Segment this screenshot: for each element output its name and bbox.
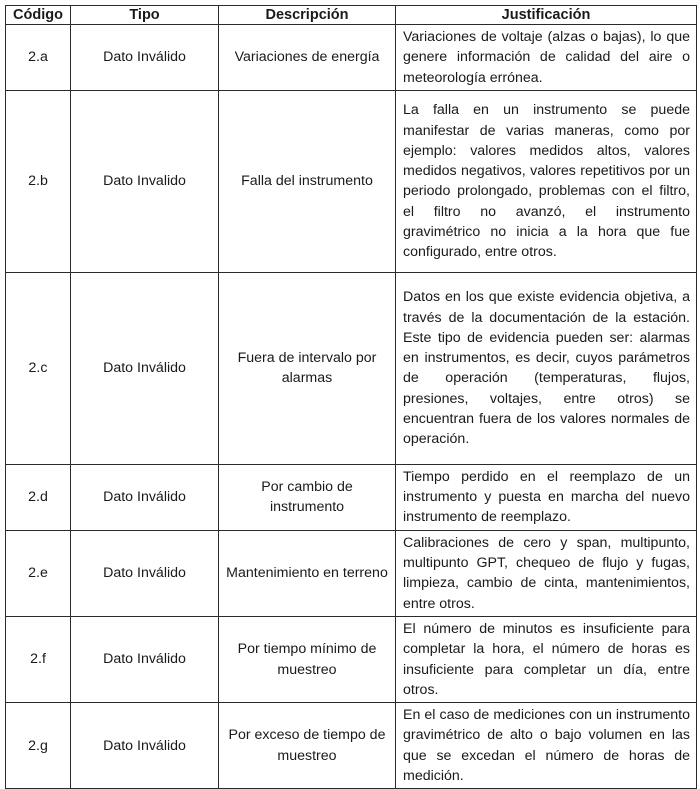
cell-descripcion: Por cambio de instrumento (219, 464, 396, 530)
cell-tipo: Dato Invalido (71, 90, 219, 272)
cell-justificacion: La falla en un instrumento se puede manifestar de varias maneras, como por ejemplo: valores medidos altos, valores medidos negativos, valores repetitivos por un periodo prolongado, problemas con el filtro, el filtro no avanzó, el instrumento gravimétrico no inicia a la hora que fue configurado, entre otros. (396, 90, 697, 272)
cell-codigo: 2.c (6, 272, 71, 464)
table-row (6, 703, 697, 789)
cell-tipo: Dato Inválido (71, 464, 219, 530)
cell-codigo: 2.d (6, 464, 71, 530)
cell-tipo: Dato Inválido (71, 272, 219, 464)
cell-codigo: 2.f (6, 616, 71, 702)
cell-justificacion: En el caso de mediciones con un instrumento gravimétrico de alto o bajo volumen en las que se excedan el número de horas de medición. (396, 703, 697, 789)
cell-codigo: 2.b (6, 90, 71, 272)
header-row (6, 6, 697, 25)
cell-tipo: Dato Inválido (71, 703, 219, 789)
cell-justificacion: Calibraciones de cero y span, multipunto, multipunto GPT, chequeo de flujo y fugas, limpieza, cambio de cinta, mantenimientos, entre otros. (396, 530, 697, 616)
cell-codigo: 2.a (6, 25, 71, 91)
table-row (6, 616, 697, 702)
header-tipo: Tipo (71, 6, 219, 25)
table-row (6, 530, 697, 616)
cell-tipo: Dato Inválido (71, 616, 219, 702)
cell-tipo: Dato Inválido (71, 25, 219, 91)
cell-descripcion: Falla del instrumento (219, 90, 396, 272)
cell-descripcion: Por tiempo mínimo de muestreo (219, 616, 396, 702)
table-row (6, 25, 697, 91)
cell-descripcion: Mantenimiento en terreno (219, 530, 396, 616)
cell-codigo: 2.e (6, 530, 71, 616)
table-row (6, 90, 697, 272)
header-codigo: Código (6, 6, 71, 25)
header-justificacion: Justificación (396, 6, 697, 25)
cell-descripcion: Por exceso de tiempo de muestreo (219, 703, 396, 789)
cell-descripcion: Variaciones de energía (219, 25, 396, 91)
invalid-data-codes-table (5, 5, 697, 789)
cell-justificacion: El número de minutos es insuficiente para completar la hora, el número de horas es insuficiente para completar un día, entre otros. (396, 616, 697, 702)
table-row (6, 272, 697, 464)
cell-descripcion: Fuera de intervalo por alarmas (219, 272, 396, 464)
cell-justificacion: Tiempo perdido en el reemplazo de un instrumento y puesta en marcha del nuevo instrumento de reemplazo. (396, 464, 697, 530)
table-row (6, 464, 697, 530)
header-descripcion: Descripción (219, 6, 396, 25)
cell-tipo: Dato Inválido (71, 530, 219, 616)
cell-justificacion: Datos en los que existe evidencia objetiva, a través de la documentación de la estación. Este tipo de evidencia pueden ser: alarmas en instrumentos, es decir, cuyos parámetros de operación (temperaturas, flujos, presiones, voltajes, entre otros) se encuentran fuera de los valores normales de operación. (396, 272, 697, 464)
cell-codigo: 2.g (6, 703, 71, 789)
cell-justificacion: Variaciones de voltaje (alzas o bajas), lo que genere información de calidad del aire o meteorología errónea. (396, 25, 697, 91)
